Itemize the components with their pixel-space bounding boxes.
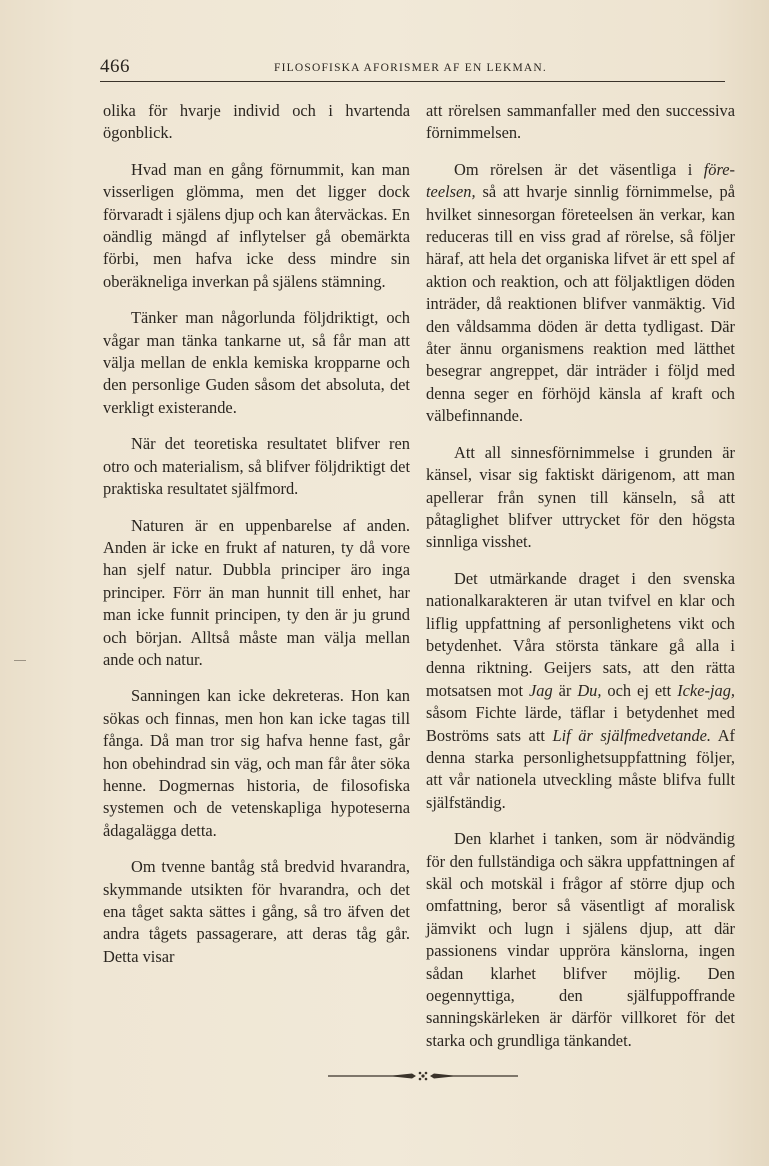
text-run: Af denna starka personlighetsuppfattning följer, att vår nationela utveckling måste blifva fullt själfständig. <box>426 725 735 812</box>
italic-text: företeelsen, <box>426 159 735 202</box>
italic-text: Lif är själfmedvetande. <box>552 725 712 745</box>
text-run: är <box>552 680 578 700</box>
right-column <box>426 100 735 1052</box>
paragraph: Naturen är en uppenbarelse af anden. Anden är icke en frukt af naturen, ty då vore han sjelf natur. Dubbla principer äro inga principer. Förr än man hunnit till enhet, har man icke funnit principen, ty den är ju grund och början. Alltså måste man välja mellan ande och natur. <box>103 515 410 669</box>
paragraph: olika för hvarje individ och i hvartenda ögonblick. <box>103 101 410 143</box>
paragraph: Hvad man en gång förnummit, kan man visserligen glömma, men det ligger dock förvaradt i själens djup och kan återväckas. En oändlig mängd af inflytelser gå obemärkta förbi, men hafva icke dess mindre sin oberäkneliga inverkan på själens stämning. <box>103 159 410 291</box>
text-run: såsom Fichte lärde, täflar i betydenhet med Boströms sats att <box>426 703 735 745</box>
paragraph <box>426 159 735 428</box>
italic-text: Du, <box>577 680 602 700</box>
left-column <box>103 100 410 968</box>
page-header <box>100 56 720 84</box>
paragraph: att rörelsen sammanfaller med den successiva förnimmelsen. <box>426 101 735 143</box>
page-number: 466 <box>100 56 130 77</box>
paragraph: Sanningen kan icke dekreteras. Hon kan sökas och finnas, men hon kan icke tagas till fånga. Då man tror sig hafva henne fast, går hon obehindrad sin väg, och man får åter söka henne. Dogmernas historia, de filosofiska systemen och de vetenskapliga hypoteserna ådagalägga detta. <box>103 686 410 840</box>
italic-text: Jag <box>528 680 553 700</box>
paragraph: Den klarhet i tanken, som är nödvändig för den fullständiga och säkra uppfattningen af skäl och motskäl i frågor af större djup och omfattning, beror så väsentligt af moralisk jämvikt och lugn i själens djup, att där passionens vindar uppröra känslorna, ingen sådan klarhet blifver möjlig. Den oegennyttiga, den själfuppoffrande sanningskärleken är därför villkoret för det starka och grundliga tänkandet. <box>426 829 735 1050</box>
italic-text: Icke-jag, <box>677 680 735 700</box>
header-rule <box>100 81 725 82</box>
paragraph: Om tvenne bantåg stå bredvid hvarandra, skymmande utsikten för hvarandra, och det ena tåget sakta sättes i gång, så tro äfven det andra tågets passagerare, att deras tåg går. Detta visar <box>103 857 410 966</box>
margin-mark <box>14 660 26 661</box>
paragraph <box>426 568 735 814</box>
text-run: Det utmärkande draget i den svenska nationalkarakteren är utan tvifvel en klar och liflig uppfattning af personlighetens vikt och betydenhet. Våra största tänkare gå alla i denna riktning. Geijers sats, att den rätta motsatsen mot <box>426 568 735 700</box>
running-title: FILOSOFISKA AFORISMER AF EN LEKMAN. <box>274 62 547 74</box>
paragraph: När det teoretiska resultatet blifver ren otro och materialism, så blifver följdriktigt det praktiska resultatet själfmord. <box>103 434 410 499</box>
text-run: Om rörelsen är det väsentliga i <box>454 159 704 179</box>
text-run: och ej ett <box>601 680 678 700</box>
text-run: så att hvarje sinnlig förnimmelse, på hvilket sinnesorgan företeelsen än verkar, kan reduceras till en viss grad af rörelse, så följer häraf, att hela det organiska lifvet är ett spel af aktion och reaktion, och att följaktligen döden inträder, då reaktionen blifver vanmäktig. Vid den våldsamma döden är detta tydligast. Där åter ännu organismens reaktion med lätthet besegrar angreppet, där inträder i följd med denna seger en förhöjd känsla af kraft och välbefinnande. <box>426 182 735 426</box>
paragraph: Att all sinnesförnimmelse i grunden är känsel, visar sig faktiskt därigenom, att man apellerar från synen till känseln, så att påtaglighet blifver uttrycket för den högsta sinnliga visshet. <box>426 442 735 552</box>
paragraph: Tänker man någorlunda följdriktigt, och vågar man tänka tankarne ut, så får man att välja mellan de enkla kemiska kropparne och den personlige Guden såsom det absoluta, det verkligt existerande. <box>103 308 410 417</box>
end-ornament <box>328 1068 518 1084</box>
